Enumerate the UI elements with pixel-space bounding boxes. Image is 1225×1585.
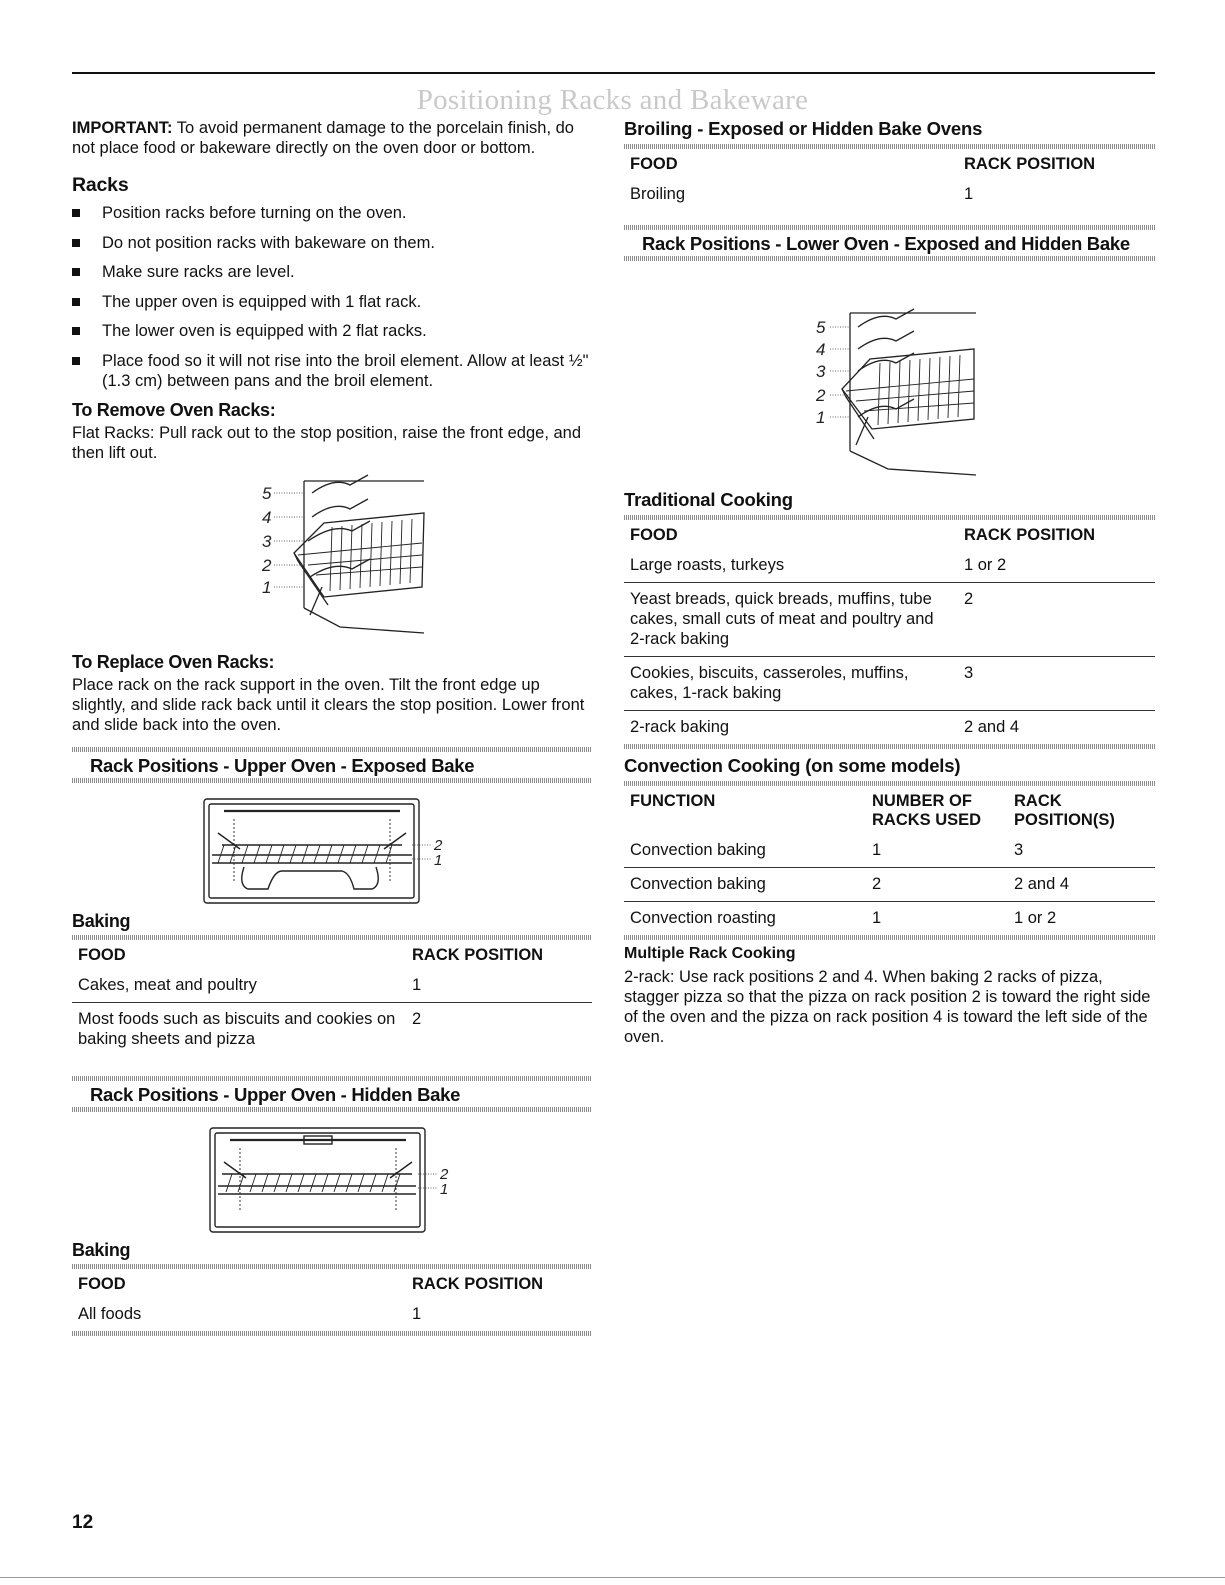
- bullet-text: The upper oven is equipped with 1 flat rack.: [102, 292, 422, 311]
- table-cell-food: Broiling: [630, 185, 686, 203]
- table-row: [624, 549, 1155, 583]
- col-rack-position: RACK POSITION: [412, 1275, 544, 1293]
- divider: [72, 1076, 592, 1081]
- col-function: FUNCTION: [630, 792, 716, 810]
- table-row: [624, 868, 1155, 902]
- table-cell-rack: 1: [964, 185, 974, 203]
- divider: [624, 225, 1155, 230]
- divider: [624, 781, 1155, 786]
- upper-hidden-heading: Rack Positions - Upper Oven - Hidden Bake: [90, 1084, 461, 1105]
- divider: [624, 256, 1155, 261]
- rack-label-4: 4: [262, 508, 272, 527]
- table-cell-food: Yeast breads, quick breads, muffins, tube cakes, small cuts of meat and poultry and 2-rack baking: [624, 583, 958, 657]
- rack-label-5: 5: [816, 318, 826, 337]
- upper-hidden-figure: [72, 1122, 592, 1240]
- upper-exposed-figure: [72, 793, 592, 911]
- table-cell-rack: 1: [406, 969, 592, 1003]
- divider: [72, 747, 592, 752]
- racks-heading: Racks: [72, 174, 129, 196]
- broil-heading: Broiling - Exposed or Hidden Bake Ovens: [624, 118, 983, 139]
- multiple-text: 2-rack: Use rack positions 2 and 4. When baking 2 racks of pizza, stagger pizza so that the pizza on rack position 2 is toward the right side of the oven and the pizza on rack position 4 is toward the left side of the oven.: [624, 968, 1151, 1046]
- upper-exposed-table: [72, 940, 592, 1056]
- convection-heading: Convection Cooking (on some models): [624, 755, 961, 776]
- upper-exposed-baking-heading: Baking: [72, 911, 131, 931]
- bullet-icon: [72, 357, 80, 365]
- replace-text: Place rack on the rack support in the oven. Tilt the front edge up slightly, and slide rack back until it clears the stop position. Lower front and slide back into the oven.: [72, 676, 585, 734]
- traditional-table: [624, 520, 1155, 744]
- table-cell-rack: 2 and 4: [964, 718, 1020, 736]
- upper-hidden-section: [72, 1076, 592, 1336]
- col-food: FOOD: [630, 526, 678, 544]
- col-food: FOOD: [78, 1275, 126, 1293]
- table-cell-position: 3: [1008, 834, 1155, 868]
- bullet-icon: [72, 239, 80, 247]
- col-food: FOOD: [630, 155, 678, 173]
- page-title: Positioning Racks and Bakeware: [416, 84, 809, 116]
- racks-bullet-list: [72, 203, 592, 391]
- remove-heading: To Remove Oven Racks:: [72, 400, 276, 420]
- table-cell-position: 2 and 4: [1008, 868, 1155, 902]
- upper-hidden-baking-heading: Baking: [72, 1240, 131, 1260]
- divider: [624, 744, 1155, 749]
- right-column: [624, 118, 1155, 1047]
- rack-label-2: 2: [434, 837, 443, 854]
- broil-table: [624, 149, 1155, 211]
- lower-rack-figure: [624, 267, 1155, 487]
- rack-label-1: 1: [440, 1181, 449, 1198]
- important-text: To avoid permanent damage to the porcelain finish, do not place food or bakeware directly on the oven door or bottom.: [72, 119, 574, 157]
- rack-label-1: 1: [816, 408, 826, 427]
- table-cell-function: Convection baking: [624, 868, 866, 902]
- table-cell-food: Large roasts, turkeys: [624, 549, 958, 583]
- bullet-text: Place food so it will not rise into the broil element. Allow at least ½" (1.3 cm) between pans and the broil element.: [102, 351, 589, 390]
- table-row: [624, 583, 1155, 657]
- rack-label-3: 3: [262, 532, 272, 551]
- table-row: [72, 1298, 592, 1331]
- col-rack-position: RACK POSITION: [964, 155, 1096, 173]
- upper-exposed-section: [72, 747, 592, 1056]
- col-rack-position: RACK POSITION: [964, 526, 1096, 544]
- table-cell-rack: 2: [958, 583, 1155, 657]
- bullet-text: Do not position racks with bakeware on them.: [102, 233, 435, 252]
- table-row: [72, 969, 592, 1003]
- traditional-heading: Traditional Cooking: [624, 489, 793, 510]
- bullet-icon: [72, 209, 80, 217]
- table-cell-racks: 2: [866, 868, 1008, 902]
- bullet-text: Make sure racks are level.: [102, 263, 295, 281]
- rack-label-2: 2: [262, 556, 272, 575]
- divider: [624, 144, 1155, 149]
- table-row: [624, 178, 1155, 211]
- rack-label-5: 5: [262, 484, 272, 503]
- divider: [624, 935, 1155, 940]
- divider: [72, 1107, 592, 1112]
- bullet-text: Position racks before turning on the oven.: [102, 204, 407, 222]
- left-column: [72, 118, 592, 1336]
- bullet-icon: [72, 298, 80, 306]
- table-cell-food: 2-rack baking: [630, 718, 730, 736]
- lower-section: [624, 225, 1155, 487]
- table-cell-food: All foods: [78, 1305, 142, 1323]
- divider: [624, 515, 1155, 520]
- lower-heading: Rack Positions - Lower Oven - Exposed and Hidden Bake: [642, 233, 1130, 254]
- racks-bullet-item: [72, 351, 592, 391]
- racks-bullet-item: [72, 233, 592, 253]
- rack-label-2: 2: [440, 1166, 449, 1183]
- table-cell-rack: 2: [412, 1010, 422, 1028]
- upper-hidden-table: [72, 1269, 592, 1331]
- table-cell-rack: 1: [412, 1305, 422, 1323]
- table-cell-function: Convection baking: [624, 834, 866, 868]
- racks-bullet-item: [72, 292, 592, 312]
- convection-table: [624, 786, 1155, 935]
- racks-bullet-item: [72, 262, 592, 282]
- important-note: [72, 118, 592, 158]
- replace-heading: To Replace Oven Racks:: [72, 652, 275, 672]
- rack-label-4: 4: [816, 340, 826, 359]
- col-racks-used: NUMBER OF RACKS USED: [872, 792, 982, 829]
- table-cell-rack: 3: [958, 657, 1155, 711]
- racks-bullet-item: [72, 203, 592, 223]
- col-rack-position: RACK POSITION: [412, 946, 544, 964]
- table-row: [624, 711, 1155, 745]
- table-cell-food: Cakes, meat and poultry: [72, 969, 406, 1003]
- divider: [72, 778, 592, 783]
- upper-exposed-heading: Rack Positions - Upper Oven - Exposed Bake: [90, 755, 475, 776]
- bottom-rule: [0, 1577, 1225, 1578]
- divider: [72, 935, 592, 940]
- col-rack-positions: RACK POSITION(S): [1014, 792, 1115, 829]
- page-number: 12: [72, 1512, 94, 1533]
- rack-label-1: 1: [262, 578, 272, 597]
- bullet-icon: [72, 327, 80, 335]
- divider: [72, 1264, 592, 1269]
- bullet-icon: [72, 268, 80, 276]
- rack-label-1: 1: [434, 852, 443, 869]
- bullet-text: The lower oven is equipped with 2 flat racks.: [102, 322, 427, 340]
- multiple-heading: Multiple Rack Cooking: [624, 945, 796, 962]
- table-cell-racks: 1: [872, 909, 882, 927]
- table-row: [624, 902, 1155, 936]
- table-cell-rack: 1 or 2: [958, 549, 1155, 583]
- table-cell-position: 1 or 2: [1014, 909, 1057, 927]
- rack-removal-figure: [72, 465, 592, 650]
- table-cell-food: Most foods such as biscuits and cookies on baking sheets and pizza: [78, 1010, 396, 1048]
- table-cell-function: Convection roasting: [630, 909, 776, 927]
- col-food: FOOD: [78, 946, 126, 964]
- rack-label-2: 2: [816, 386, 826, 405]
- table-row: [72, 1003, 592, 1057]
- table-row: [624, 657, 1155, 711]
- divider: [72, 1331, 592, 1336]
- remove-text: Flat Racks: Pull rack out to the stop position, raise the front edge, and then lift out.: [72, 424, 582, 462]
- top-rule: [72, 72, 1155, 74]
- racks-bullet-item: [72, 321, 592, 341]
- important-label: IMPORTANT:: [72, 119, 173, 137]
- rack-label-3: 3: [816, 362, 826, 381]
- table-cell-food: Cookies, biscuits, casseroles, muffins, cakes, 1-rack baking: [624, 657, 958, 711]
- table-cell-racks: 1: [866, 834, 1008, 868]
- table-row: [624, 834, 1155, 868]
